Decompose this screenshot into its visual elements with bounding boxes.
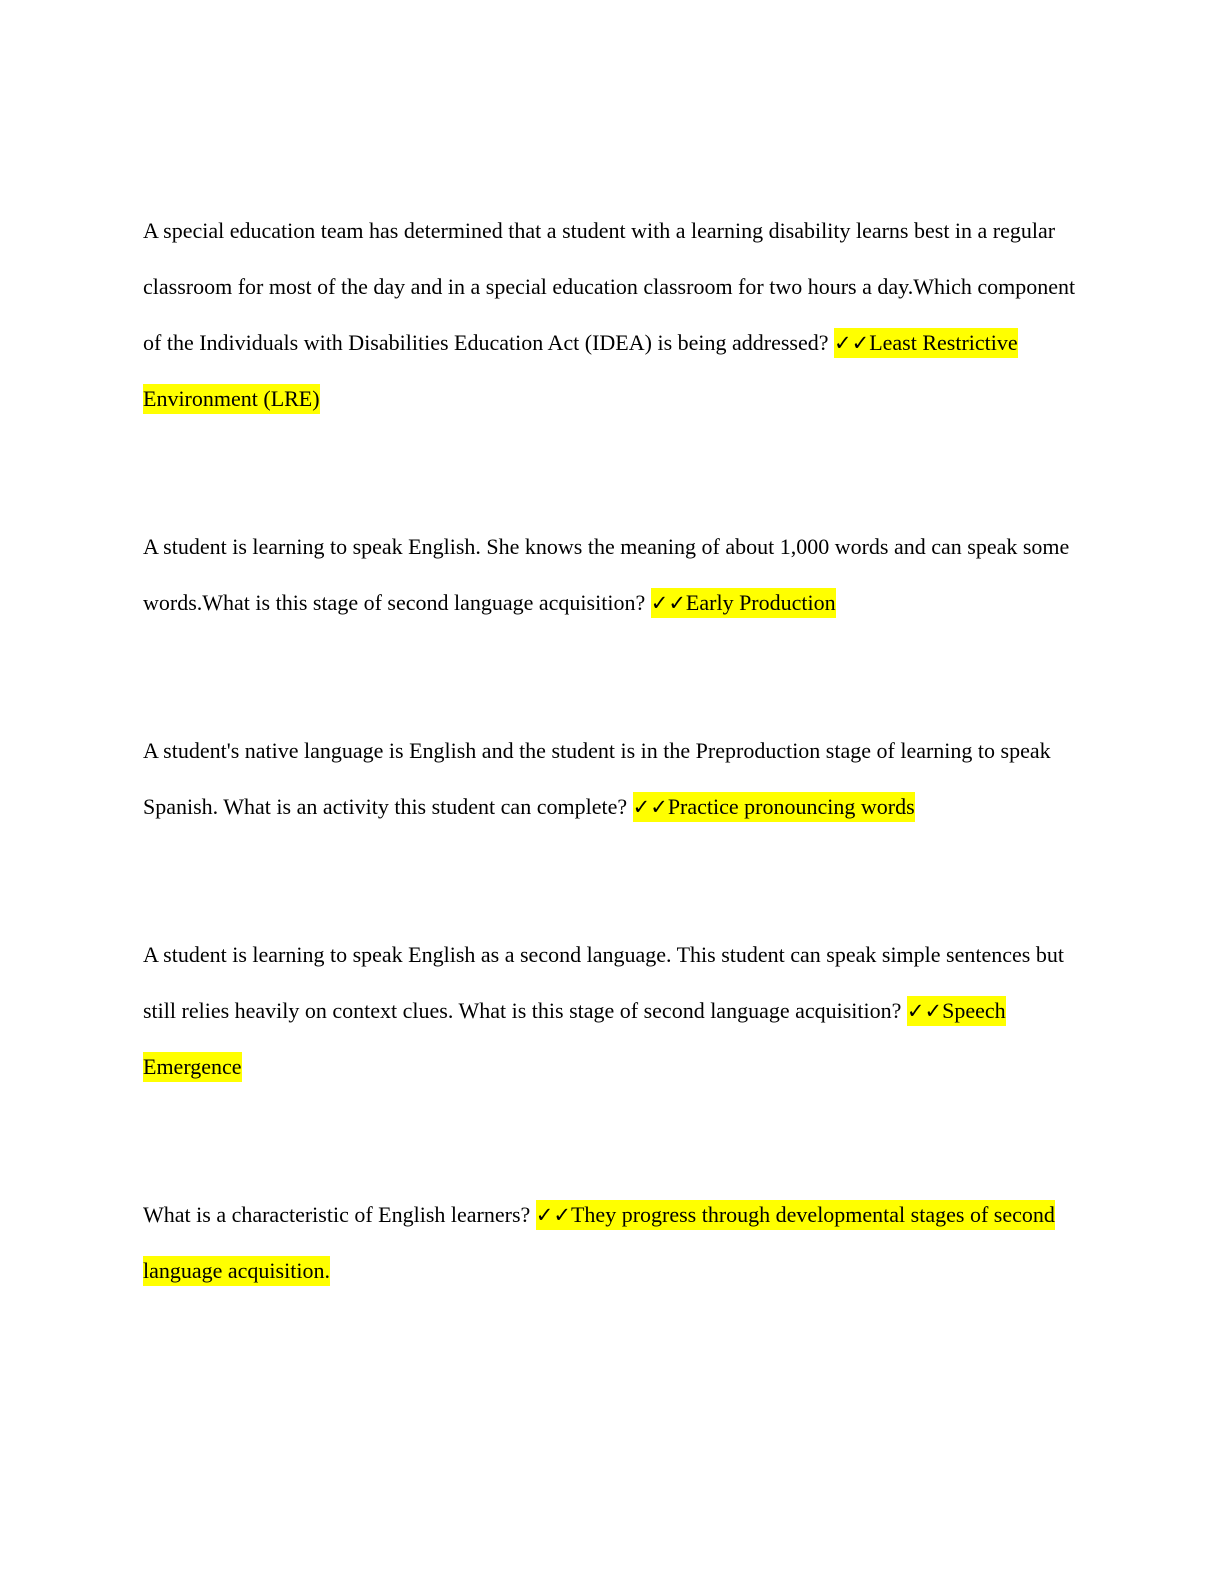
answer-text: Practice pronouncing words: [667, 794, 915, 819]
qa-item: [143, 927, 1083, 1095]
document-body: [143, 203, 1083, 1391]
question-text: A student's native language is English and the student is in the Preproduction stage of learning to speak Spanish. What is an activity this student can complete?: [143, 738, 1051, 819]
qa-item: [143, 1187, 1083, 1299]
double-check-icon: ✓✓: [650, 591, 686, 615]
qa-item: [143, 519, 1083, 631]
answer-text: Least Restrictive Environment (LRE): [143, 330, 1018, 411]
qa-item: [143, 203, 1083, 427]
double-check-icon: ✓✓: [834, 331, 870, 355]
question-text: A student is learning to speak English as a second language. This student can speak simple sentences but still relies heavily on context clues. What is this stage of second language acquisition?: [143, 942, 1064, 1023]
answer-text: Speech Emergence: [143, 998, 1006, 1079]
answer-highlight: [651, 588, 836, 618]
double-check-icon: ✓✓: [535, 1203, 571, 1227]
question-text: A student is learning to speak English. She knows the meaning of about 1,000 words and can speak some words.What is this stage of second language acquisition?: [143, 534, 1070, 615]
double-check-icon: ✓✓: [906, 999, 943, 1023]
double-check-icon: ✓✓: [632, 795, 668, 819]
answer-highlight: [633, 792, 915, 822]
question-text: What is a characteristic of English learners?: [143, 1202, 531, 1227]
qa-item: [143, 723, 1083, 835]
answer-text: They progress through developmental stages of second language acquisition.: [143, 1202, 1055, 1283]
answer-text: Early Production: [685, 590, 836, 615]
question-text: A special education team has determined that a student with a learning disability learns best in a regular classroom for most of the day and in a special education classroom for two hours a day.Which component of the Individuals with Disabilities Education Act (IDEA) is being addressed?: [143, 218, 1076, 355]
